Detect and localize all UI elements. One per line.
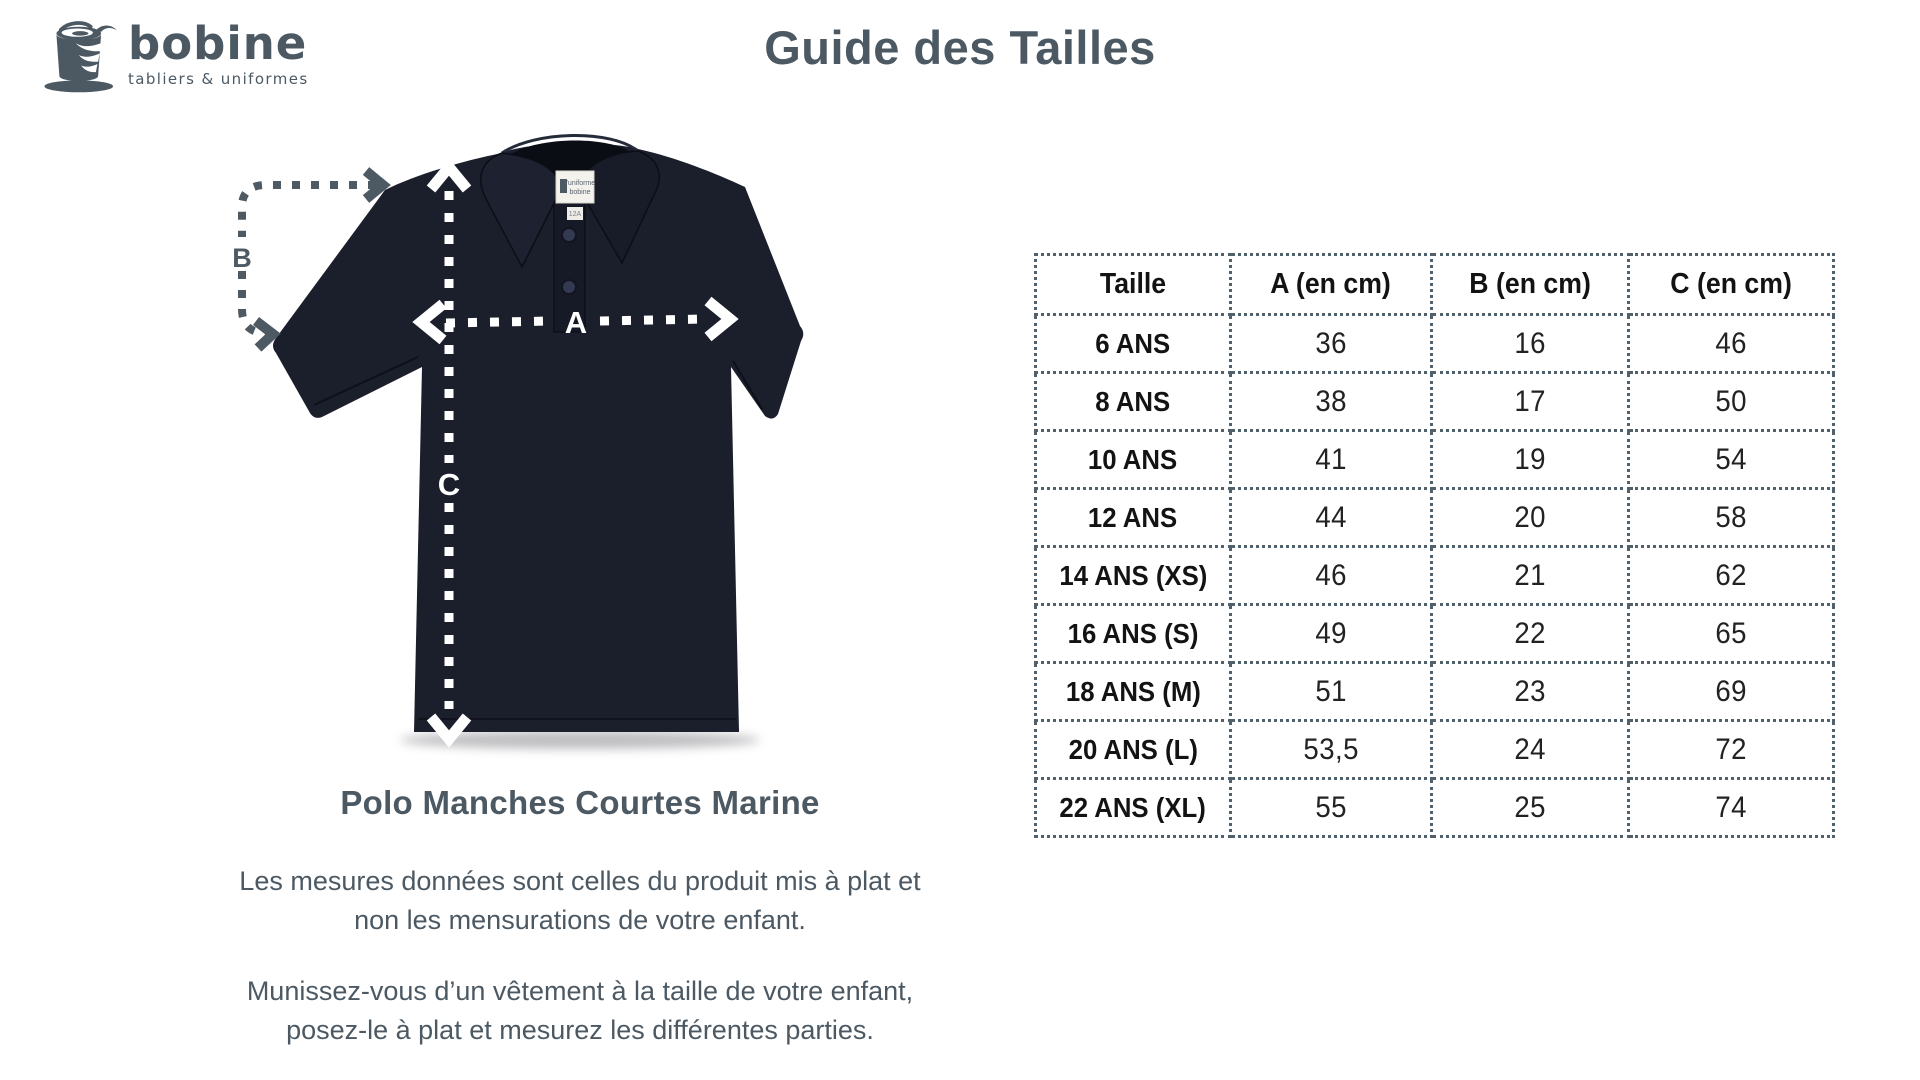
size-cell-text: 12 ANS <box>1088 501 1178 533</box>
measure-c-label: C <box>437 467 461 502</box>
b-value-cell <box>1432 489 1629 547</box>
b-value-cell <box>1432 605 1629 663</box>
size-cell <box>1036 779 1231 837</box>
product-title: Polo Manches Courtes Marine <box>340 784 820 821</box>
size-cell-text: 22 ANS (XL) <box>1059 791 1207 823</box>
table-row <box>1036 779 1834 837</box>
size-cell <box>1036 315 1231 373</box>
size-cell <box>1036 721 1231 779</box>
b-value-cell <box>1432 547 1629 605</box>
c-value-cell-text: 69 <box>1715 674 1747 708</box>
a-value-cell <box>1231 605 1432 663</box>
c-value-cell-text: 46 <box>1715 326 1747 360</box>
a-value-cell-text: 36 <box>1315 326 1347 360</box>
c-value-cell-text: 54 <box>1715 442 1747 476</box>
size-table-container <box>1034 253 1832 838</box>
collar-tag-size: 12A <box>568 211 582 218</box>
b-value-cell <box>1432 373 1629 431</box>
measure-b-label: B <box>232 243 252 273</box>
measure-a-label: A <box>564 305 588 340</box>
a-value-cell <box>1231 373 1432 431</box>
note-line: Munissez-vous d’un vêtement à la taille de votre enfant, <box>246 976 914 1006</box>
size-cell-text: 10 ANS <box>1088 443 1178 475</box>
a-value-cell-text: 44 <box>1315 500 1347 534</box>
b-value-cell-text: 23 <box>1514 674 1546 708</box>
b-value-cell-text: 20 <box>1514 500 1546 534</box>
header-a: A (en cm) <box>1231 255 1432 315</box>
c-value-cell-text: 65 <box>1715 616 1747 650</box>
brand-tagline: tabliers & uniformes <box>128 70 309 88</box>
b-value-cell-text: 17 <box>1514 384 1546 418</box>
b-value-cell-text: 22 <box>1514 616 1546 650</box>
size-table <box>1034 253 1835 838</box>
b-value-cell <box>1432 779 1629 837</box>
c-value-cell <box>1629 431 1834 489</box>
a-value-cell <box>1231 547 1432 605</box>
brand-name: bobine <box>128 17 308 70</box>
b-value-cell-text: 25 <box>1514 790 1546 824</box>
table-row <box>1036 315 1834 373</box>
c-value-cell <box>1629 779 1834 837</box>
a-value-cell-text: 49 <box>1315 616 1347 650</box>
a-value-cell-text: 55 <box>1315 790 1347 824</box>
a-value-cell <box>1231 315 1432 373</box>
table-row <box>1036 489 1834 547</box>
size-cell-text: 16 ANS (S) <box>1067 617 1199 649</box>
a-value-cell-text: 46 <box>1315 558 1347 592</box>
c-value-cell-text: 50 <box>1715 384 1747 418</box>
table-row <box>1036 663 1834 721</box>
b-value-cell <box>1432 431 1629 489</box>
a-value-cell <box>1231 779 1432 837</box>
b-value-cell <box>1432 663 1629 721</box>
size-cell-text: 18 ANS (M) <box>1065 675 1201 707</box>
table-row <box>1036 605 1834 663</box>
a-value-cell <box>1231 721 1432 779</box>
size-cell-text: 8 ANS <box>1095 385 1171 417</box>
table-row <box>1036 431 1834 489</box>
measurement-note-2 <box>100 972 1060 1050</box>
c-value-cell-text: 74 <box>1715 790 1747 824</box>
a-value-cell-text: 41 <box>1315 442 1347 476</box>
size-cell-text: 20 ANS (L) <box>1068 733 1198 765</box>
b-value-cell-text: 19 <box>1514 442 1546 476</box>
note-line: non les mensurations de votre enfant. <box>354 905 806 935</box>
polo-button <box>562 280 576 294</box>
b-value-cell <box>1432 315 1629 373</box>
b-value-cell-text: 21 <box>1514 558 1546 592</box>
note-line: posez-le à plat et mesurez les différentes parties. <box>286 1015 874 1045</box>
a-value-cell <box>1231 431 1432 489</box>
measurement-note-1 <box>100 862 1060 940</box>
polo-measurement-figure <box>180 95 820 775</box>
c-value-cell <box>1629 663 1834 721</box>
size-cell <box>1036 431 1231 489</box>
size-table-body <box>1036 315 1834 837</box>
note-line: Les mesures données sont celles du produit mis à plat et <box>239 866 921 896</box>
header-row <box>1036 255 1834 315</box>
c-value-cell-text: 58 <box>1715 500 1747 534</box>
collar-tag-line2: bobine <box>569 189 591 196</box>
table-row <box>1036 721 1834 779</box>
header-b: B (en cm) <box>1432 255 1629 315</box>
size-cell-text: 14 ANS (XS) <box>1059 559 1207 591</box>
size-cell <box>1036 373 1231 431</box>
header-c: C (en cm) <box>1629 255 1834 315</box>
table-row <box>1036 373 1834 431</box>
c-value-cell <box>1629 315 1834 373</box>
polo-button <box>562 228 576 242</box>
polo-shirt-image <box>273 135 803 732</box>
c-value-cell <box>1629 721 1834 779</box>
size-cell <box>1036 605 1231 663</box>
b-value-cell <box>1432 721 1629 779</box>
c-value-cell <box>1629 547 1834 605</box>
a-value-cell-text: 51 <box>1315 674 1347 708</box>
size-cell <box>1036 489 1231 547</box>
header-taille: Taille <box>1036 255 1231 315</box>
c-value-cell <box>1629 373 1834 431</box>
c-value-cell <box>1629 489 1834 547</box>
c-value-cell-text: 72 <box>1715 732 1747 766</box>
b-value-cell-text: 16 <box>1514 326 1546 360</box>
c-value-cell-text: 62 <box>1715 558 1747 592</box>
a-value-cell-text: 38 <box>1315 384 1347 418</box>
page-title: Guide des Tailles <box>764 21 1156 74</box>
collar-tag-line1: l’uniforme <box>564 180 596 187</box>
size-table-header <box>1036 255 1834 315</box>
a-value-cell <box>1231 663 1432 721</box>
size-cell <box>1036 663 1231 721</box>
a-value-cell-text: 53,5 <box>1303 732 1359 766</box>
table-row <box>1036 547 1834 605</box>
a-value-cell <box>1231 489 1432 547</box>
size-cell <box>1036 547 1231 605</box>
b-value-cell-text: 24 <box>1514 732 1546 766</box>
size-cell-text: 6 ANS <box>1095 327 1171 359</box>
c-value-cell <box>1629 605 1834 663</box>
